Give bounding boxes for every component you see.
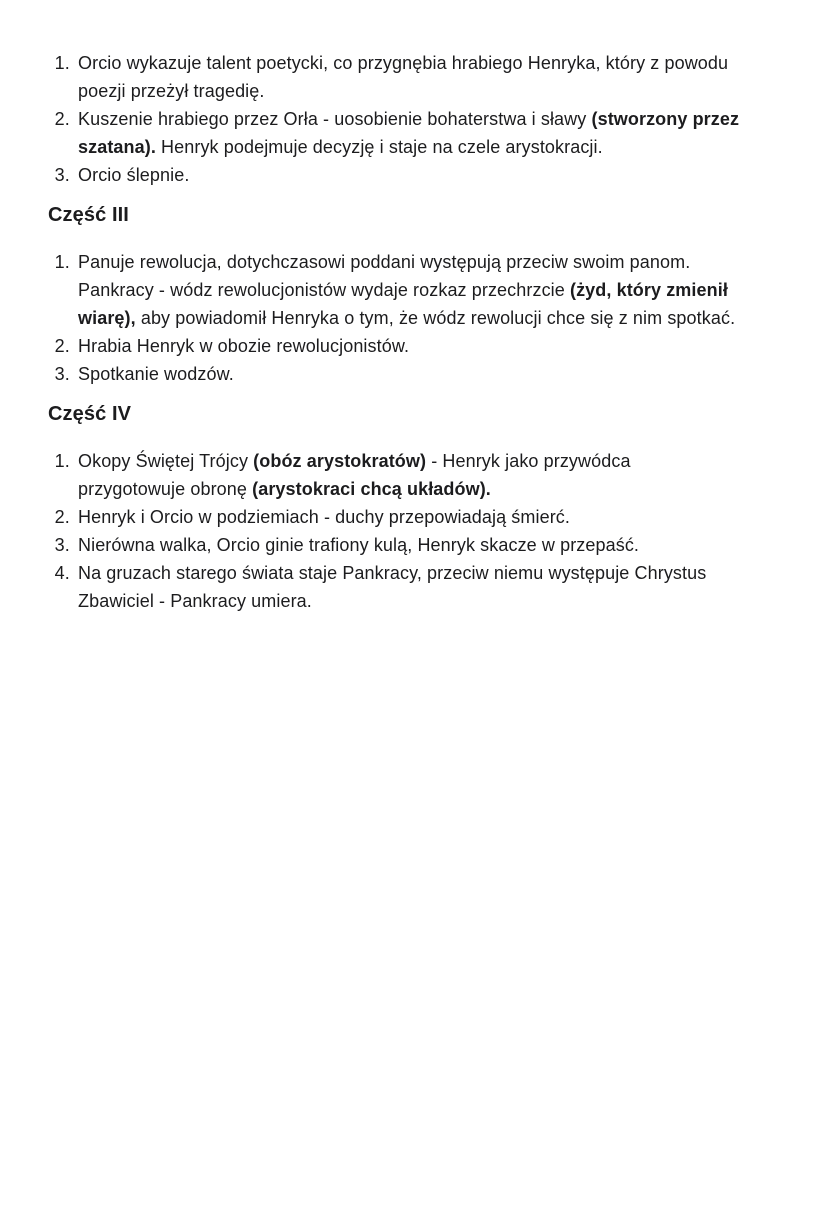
list-item xyxy=(75,503,740,531)
text-segment: Spotkanie wodzów. xyxy=(78,364,234,384)
text-segment: Henryk podejmuje decyzję i staje na czele arystokracji. xyxy=(155,137,603,157)
list-item xyxy=(75,531,740,559)
text-segment: - Henryk jako przywódca przygotowuje obronę xyxy=(78,451,631,499)
list-item xyxy=(75,105,740,161)
bold-text-segment: (arystokraci chcą układów). xyxy=(252,479,491,499)
text-segment: Kuszenie hrabiego przez Orła - uosobienie bohaterstwa i sławy xyxy=(78,109,592,129)
text-segment: Henryk i Orcio w podziemiach - duchy przepowiadają śmierć. xyxy=(78,507,570,527)
list-item xyxy=(75,49,740,105)
list-item xyxy=(75,332,740,360)
list-item xyxy=(75,248,740,332)
text-segment: Na gruzach starego świata staje Pankracy, przeciw niemu występuje Chrystus Zbawiciel - Pankracy umiera. xyxy=(78,563,707,611)
list-item xyxy=(75,360,740,388)
section-part-4 xyxy=(48,402,740,615)
section-heading-part-4: Część IV xyxy=(48,403,132,425)
text-segment: Hrabia Henryk w obozie rewolucjonistów. xyxy=(78,336,410,356)
list-item xyxy=(75,559,740,615)
text-segment: Panuje rewolucja, dotychczasowi poddani występują przeciw swoim panom. Pankracy - wódz rewolucjonistów wydaje rozkaz przechrzcie xyxy=(78,252,691,300)
numbered-list-part-4 xyxy=(48,447,740,615)
section-part-3 xyxy=(48,203,740,388)
bold-text-segment: (obóz arystokratów) xyxy=(253,451,427,471)
numbered-list-part-3 xyxy=(48,248,740,388)
section-heading-part-3: Część III xyxy=(48,204,129,226)
list-item xyxy=(75,447,740,503)
text-segment: Orcio ślepnie. xyxy=(78,165,190,185)
bold-text-segment: (stworzony przez szatana). xyxy=(78,109,740,157)
list-item xyxy=(75,161,740,189)
text-segment: aby powiadomił Henryka o tym, że wódz rewolucji chce się z nim spotkać. xyxy=(135,308,736,328)
text-segment: Orcio wykazuje talent poetycki, co przygnębia hrabiego Henryka, który z powodu poezji przeżył tragedię. xyxy=(78,53,729,101)
text-segment: Okopy Świętej Trójcy xyxy=(78,451,254,471)
bold-text-segment: (żyd, który zmienił wiarę), xyxy=(78,280,728,328)
numbered-list-part-2 xyxy=(48,49,740,189)
section-part-2 xyxy=(48,49,740,189)
text-segment: Nierówna walka, Orcio ginie trafiony kulą, Henryk skacze w przepaść. xyxy=(78,535,640,555)
